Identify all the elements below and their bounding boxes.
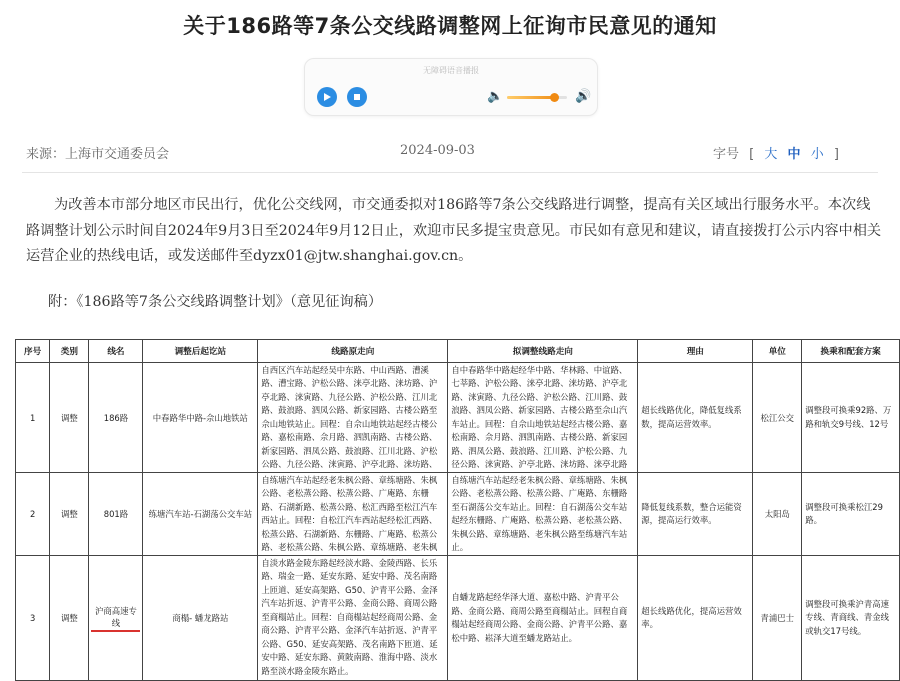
- route-text: [451, 557, 634, 680]
- volume-low-icon: 🔈: [487, 89, 504, 104]
- notice-body: 为改善本市部分地区市民出行，优化公交线网，市交通委拟对186路等7条公交线路进行调整，提高有关区域出行服务水平。本次线路调整计划公示时间自2024年9月3日至2024年9月12日止，欢迎市民多提宝贵意见。市民如有意见和建议，请直接拨打公示内容中相关运营企业的热线电话，或发送邮件至dyzx01@jtw.shanghai.gov.cn。: [26, 197, 882, 264]
- row-reason: 降低复线系数，整合运能资源，提高运行效率。: [638, 473, 753, 556]
- source-label: 来源：上海市交通委员会: [26, 147, 170, 162]
- route-text-inner: 自蟠龙路起经华泽大道、嘉松中路、沪青平公路、金商公路、商周公路至商榻站止。回程自商榻站起经商周公路、金商公路、沪青平公路、嘉松中路、崧泽大道至蟠龙路站止。: [451, 592, 628, 643]
- row-original-route: [258, 473, 448, 556]
- route-text: 自西区汽车站起经吴中东路、中山西路、漕溪路、漕宝路、沪松公路、涞亭北路、涞坊路、沪亭北路、涞寅路、九径公路、沪松公路、江川北路、鼓浪路、泗凤公路、新家园路、古楼公路至佘山地铁站止。回程：自佘山地铁站起经古楼公路、嘉松南路、佘月路、泗凯南路、古楼公路、新家园路、泗凤公路、鼓浪路、江川北路、沪松公路、九径公路、涞寅路、沪亭北路、涞坊路、: [261, 364, 438, 469]
- publish-date: 2024-09-03: [400, 143, 475, 158]
- header-cell: 序号: [16, 340, 50, 363]
- volume-high-icon: 🔊: [575, 89, 592, 104]
- row-transfer: 调整段可换乘松江29路。: [802, 473, 900, 556]
- font-size-label: 字号: [713, 147, 740, 162]
- row-reason: 超长线路优化，提高运营效率。: [638, 556, 753, 681]
- row-terminals: 商榻- 蟠龙路站: [143, 556, 258, 681]
- row-operator: 太阳岛: [753, 473, 802, 556]
- route-text: 自中春路华中路起经华中路、华林路、中谊路、七莘路、沪松公路、涞亭北路、涞坊路、沪亭北路、涞寅路、九径公路、沪松公路、江川路、鼓浪路、泗凤公路、新家园路、古楼公路至佘山汽车站止。回程：自佘山地铁站起经古楼公路、嘉松南路、佘月路、泗凯南路、古楼公路、新家园路、泗凤公路、鼓浪路、江川路、沪松公路、九径公路、涞寅路、沪亭北路、涞坊路、涞亭北路: [451, 364, 628, 469]
- table-row: [16, 556, 900, 681]
- row-operator: 青浦巴士: [753, 556, 802, 681]
- bracket-close: ]: [833, 147, 839, 162]
- page-title: 关于186路等7条公交线路调整网上征询市民意见的通知: [183, 14, 717, 38]
- header-cell: 换乘和配套方案: [802, 340, 900, 363]
- divider: [22, 172, 878, 173]
- row-adjusted-route: [448, 556, 638, 681]
- row-terminals: 中春路华中路-佘山地铁站: [143, 363, 258, 473]
- attachment-title: 附：《186路等7条公交线路调整计划》（意见征询稿）: [48, 294, 383, 310]
- row-number: 2: [16, 473, 50, 556]
- header-cell: 调整后起讫站: [143, 340, 258, 363]
- table-row: [16, 363, 900, 473]
- header-cell: 线名: [89, 340, 143, 363]
- row-terminals: 练塘汽车站-石湖荡公交车站: [143, 473, 258, 556]
- font-size-large[interactable]: 大: [764, 147, 778, 162]
- row-number: 3: [16, 556, 50, 681]
- header-cell: 类别: [50, 340, 89, 363]
- header-cell: 拟调整线路走向: [448, 340, 638, 363]
- row-transfer: 调整段可换乘沪青高速专线、青商线、青金线或轨交17号线。: [802, 556, 900, 681]
- stop-button[interactable]: [347, 87, 367, 107]
- row-adjusted-route: [448, 363, 638, 473]
- volume-knob[interactable]: [550, 93, 559, 102]
- row-line: 801路: [89, 473, 143, 556]
- row-line: 186路: [89, 363, 143, 473]
- row-adjusted-route: [448, 473, 638, 556]
- voice-player: [304, 58, 598, 116]
- volume-fill: [507, 96, 554, 99]
- plan-table: [15, 339, 900, 681]
- row-line: 沪商高速专线: [91, 605, 140, 632]
- font-size-control: [710, 143, 842, 162]
- row-reason: 超长线路优化，降低复线系数，提高运营效率。: [638, 363, 753, 473]
- row-original-route: [258, 556, 448, 681]
- header-cell: 线路原走向: [258, 340, 448, 363]
- bracket-open: [: [749, 147, 755, 162]
- play-icon: [322, 92, 332, 102]
- route-text: 自淡水路金陵东路起经淡水路、金陵西路、长乐路、瑞金一路、延安东路、延安中路、茂名南路上匝道、延安高架路、G50、沪青平公路、金泽汽车站折返、沪青平公路、金商公路、商周公路至商榻站止。回程：自商榻站起经商周公路、金商公路、沪青平公路、金泽汽车站折返、沪青平公路、G50、延安高架路、茂名南路下匝道、延安中路、延安东路、黄陂南路、淮海中路、淡水路至淡水路金陵东路止。: [261, 557, 438, 676]
- table-row: [16, 473, 900, 556]
- route-text: 自练塘汽车站起经老朱枫公路、章练塘路、朱枫公路、老松蒸公路、松蒸公路、广庵路、东栅路至石湖荡公交车站止。回程：自石湖荡公交车站起经东栅路、广庵路、松蒸公路、老松蒸公路、朱枫公路、章练塘路、老朱枫公路至练塘汽车站止。: [451, 474, 628, 552]
- play-button[interactable]: [317, 87, 337, 107]
- row-transfer: 调整段可换乘92路、万路和轨交9号线、12号: [802, 363, 900, 473]
- row-number: 1: [16, 363, 50, 473]
- route-text: 自练塘汽车站起经老朱枫公路、章练塘路、朱枫公路、老松蒸公路、松蒸公路、广庵路、东栅路、石湖新路、松蒸公路、松汇西路至松江汽车西站止。回程：自松江汽车西站起经松汇西路、松蒸公路、石湖新路、东栅路、广庵路、松蒸公路、老松蒸公路、朱枫公路、章练塘路、老朱枫: [261, 474, 438, 552]
- row-category: 调整: [50, 363, 89, 473]
- stop-icon: [352, 92, 362, 102]
- table-header-row: [16, 340, 900, 363]
- row-original-route: [258, 363, 448, 473]
- row-category: 调整: [50, 473, 89, 556]
- font-size-small[interactable]: 小: [810, 147, 824, 162]
- row-category: 调整: [50, 556, 89, 681]
- row-line-cell: [89, 556, 143, 681]
- header-cell: 单位: [753, 340, 802, 363]
- header-cell: 理由: [638, 340, 753, 363]
- player-brand: 无障碍语音播报: [423, 66, 479, 75]
- row-operator: 松江公交: [753, 363, 802, 473]
- volume-slider[interactable]: [507, 96, 567, 99]
- font-size-medium[interactable]: 中: [787, 147, 801, 162]
